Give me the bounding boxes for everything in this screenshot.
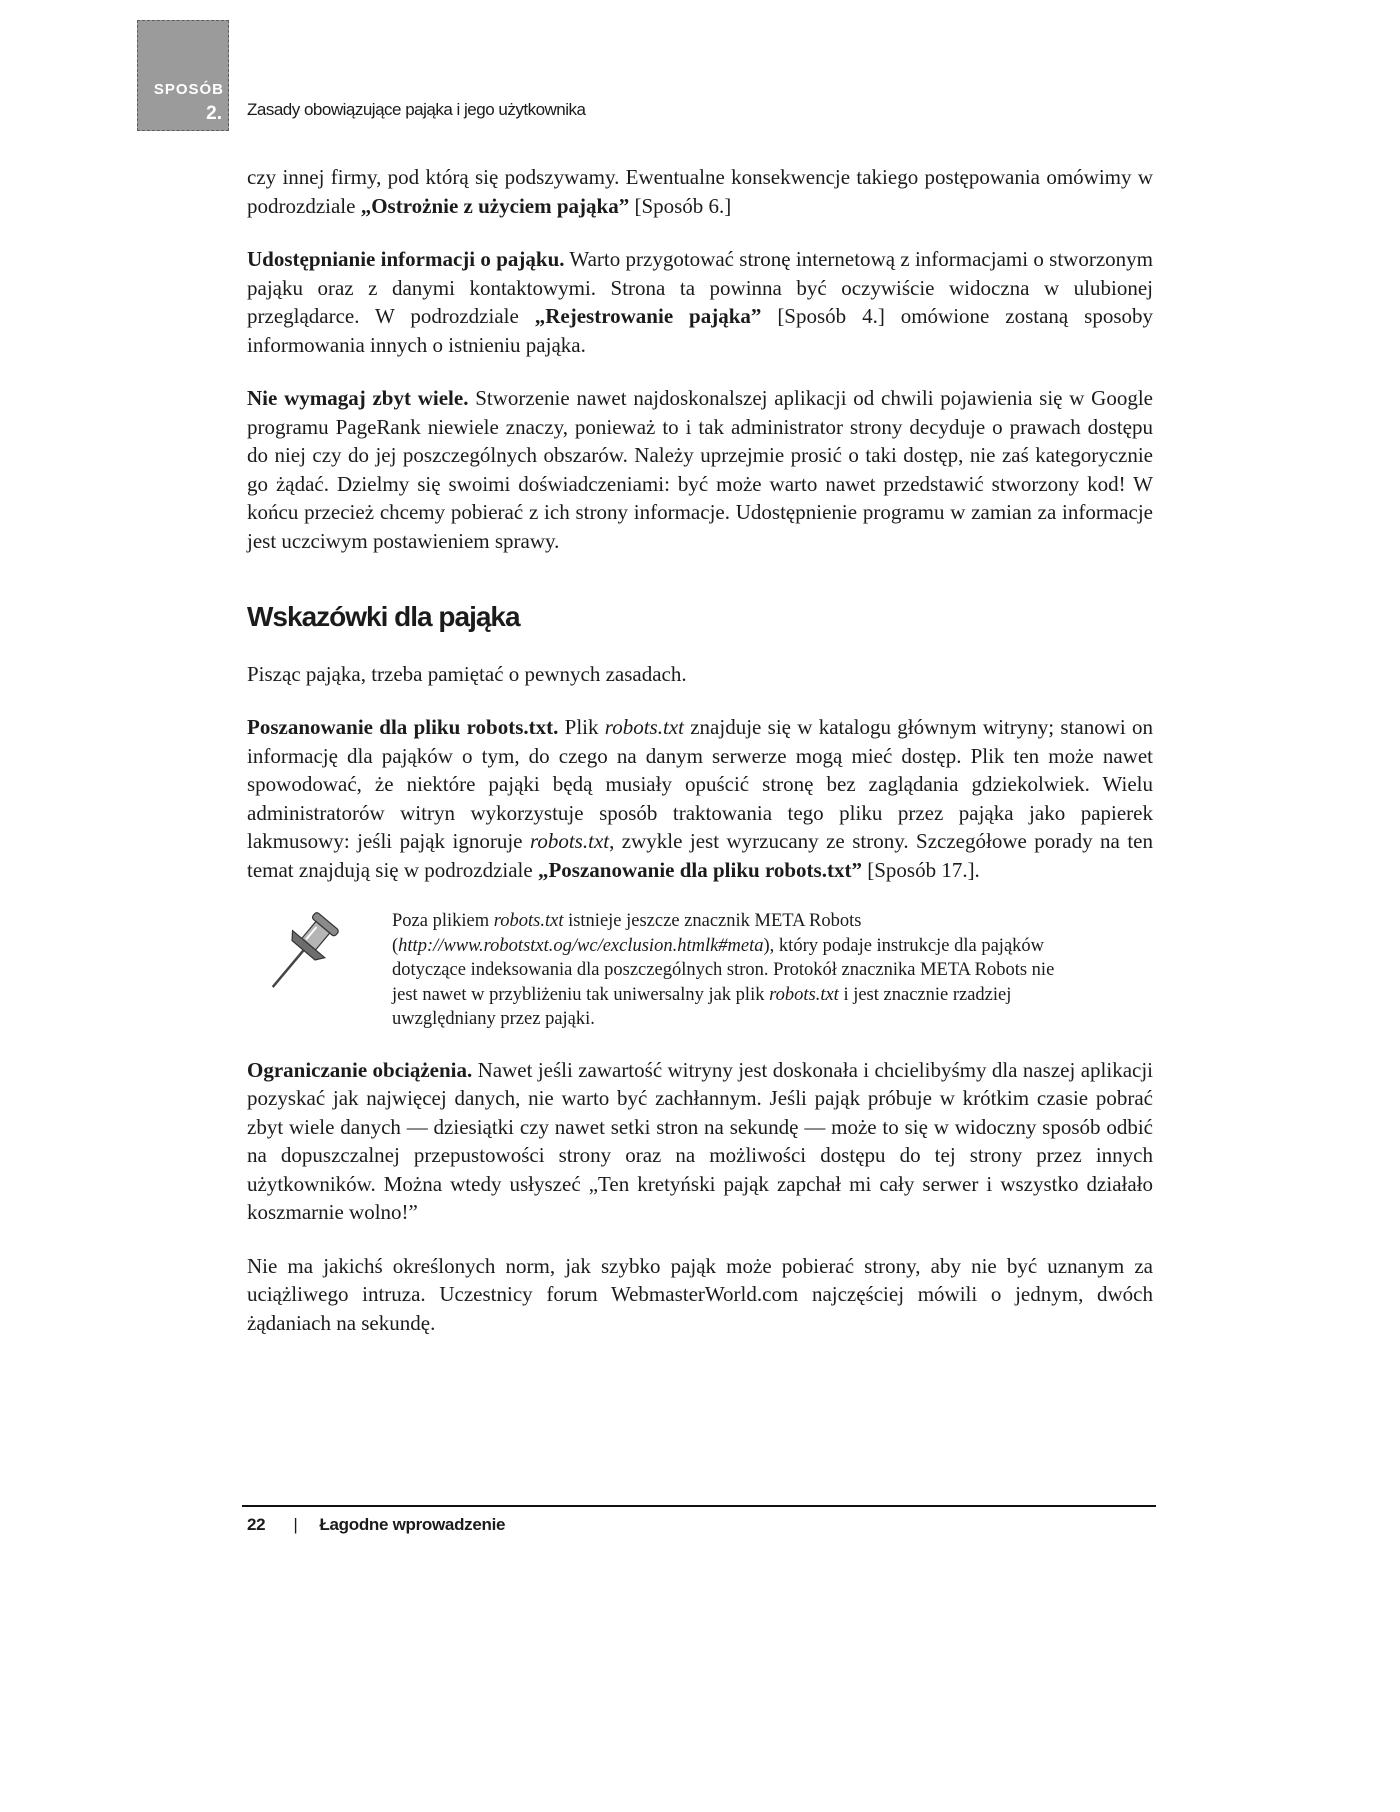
paragraph: Nie ma jakichś określonych norm, jak szybko pająk może pobierać strony, aby nie być uznanym za uciążliwego intruza. Uczestnicy forum WebmasterWorld.com najczęściej mówili o jednym, dwóch żądaniach na sekundę. — [247, 1253, 1153, 1335]
text-run: Poza plikiem — [392, 911, 494, 931]
chapter-tab — [137, 20, 229, 131]
filename: robots.txt — [529, 829, 610, 853]
page-number: 22 — [247, 1515, 266, 1534]
text-run: znajduje się w katalogu głównym witryny; stanowi on informację dla pająków o tym, do czego na danym serwerze mogą mieć dostęp. Plik ten może nawet spowodować, że niektóre pająki będą musiały opuścić stronę bez zaglądania gdziekolwiek. Wielu administratorów witryn wykorzystuje sposób traktowania tego pliku przez pająka jako papierek lakmusowy: jeśli pająk ignoruje — [247, 715, 1153, 853]
chapter-tab-number: 2. — [206, 103, 222, 124]
footer — [247, 1515, 505, 1535]
section-heading: Wskazówki dla pająka — [247, 601, 520, 632]
paragraph: Pisząc pająka, trzeba pamiętać o pewnych zasadach. — [247, 661, 687, 686]
footer-separator: | — [293, 1515, 298, 1534]
text-run: i jest znacznie rzadziej uwzględniany przez pająki. — [392, 984, 1012, 1029]
run-in-heading: Udostępnianie informacji o pająku. — [247, 247, 565, 271]
paragraph — [247, 713, 1153, 884]
book-title: Łagodne wprowadzenie — [319, 1515, 506, 1534]
paragraph — [247, 384, 1153, 555]
text-run: czy innej firmy, pod którą się podszywamy. Ewentualne konsekwencje takiego postępowania omówimy w podrozdziale — [247, 165, 1153, 218]
text-run: Plik — [558, 715, 605, 739]
text-run: Stworzenie nawet najdoskonalszej aplikacji od chwili pojawienia się w Google programu PageRank niewiele znaczy, ponieważ to i tak administrator strony decyduje o prawach dostępu do niej czy do jej poszczególnych obszarów. Należy uprzejmie prosić o taki dostęp, nie zaś kategorycznie go żądać. Dzielmy się swoimi doświadczeniami: być może warto nawet przedstawić stworzony kod! W końcu przecież chcemy pobierać z ich strony informacje. Udostępnienie programu w zamian za informacje jest uczciwym postawieniem sprawy. — [247, 386, 1153, 553]
filename: robots.txt — [769, 984, 839, 1005]
run-in-heading: Ograniczanie obciążenia. — [247, 1057, 473, 1082]
note-text — [392, 909, 1064, 1032]
cross-reference: „Poszanowanie dla pliku robots.txt” — [537, 857, 862, 882]
note-box — [247, 909, 1153, 1032]
text-run: Warto przygotować stronę internetową z informacjami o stworzonym pająku oraz z danymi kontaktowymi. Strona ta powinna być oczywiście widoczna w ulubionej przeglądarce. W podrozdziale — [247, 247, 1153, 328]
body-text — [247, 163, 1153, 1362]
text-run: , zwykle jest wyrzucany ze strony. Szczegółowe porady na ten temat znajdują się w podrozdziale — [247, 829, 1153, 882]
text-run: [Sposób 4.] omówione zostaną sposoby informowania innych o istnieniu pająka. — [247, 304, 1153, 357]
text-run: istnieje jeszcze znacznik META Robots ( — [392, 911, 862, 956]
text-run: ), który podaje instrukcje dla pająków dotyczące indeksowania dla poszczególnych stron. Protokół znacznika META Robots nie jest nawet w przybliżeniu tak uniwersalny jak plik — [392, 935, 1055, 1005]
url: http://www.robotstxt.og/wc/exclusion.htmlk#meta — [398, 935, 764, 956]
text-run: [Sposób 6.] — [629, 193, 732, 218]
running-head: Zasady obowiązujące pająka i jego użytkownika — [247, 100, 586, 119]
filename: robots.txt — [604, 715, 684, 739]
footer-rule — [242, 1505, 1156, 1507]
text-run: [Sposób 17.]. — [861, 857, 980, 882]
paragraph — [247, 1056, 1153, 1227]
pushpin-icon — [247, 909, 392, 1032]
text-run: Nawet jeśli zawartość witryny jest doskonała i chcielibyśmy dla naszej aplikacji pozyskać jak najwięcej danych, nie warto być zachłannym. Jeśli pająk próbuje w krótkim czasie pobrać zbyt wiele danych — dziesiątki czy nawet setki stron na sekundę — może to się w widoczny sposób odbić na dopuszczalnej przepustowości strony oraz na możliwości dostępu do tej strony przez innych użytkowników. Można wtedy usłyszeć „Ten kretyński pająk zapchał mi cały serwer i wszystko działało koszmarnie wolno!” — [247, 1057, 1153, 1224]
paragraph — [247, 163, 1153, 220]
run-in-heading: Nie wymagaj zbyt wiele. — [247, 386, 469, 410]
run-in-heading: Poszanowanie dla pliku robots.txt. — [247, 715, 559, 739]
filename: robots.txt — [493, 911, 564, 931]
chapter-tab-label: SPOSÓB — [153, 81, 224, 98]
cross-reference: „Ostrożnie z użyciem pająka” — [360, 193, 630, 218]
cross-reference: „Rejestrowanie pająka” — [534, 304, 762, 328]
paragraph — [247, 245, 1153, 359]
